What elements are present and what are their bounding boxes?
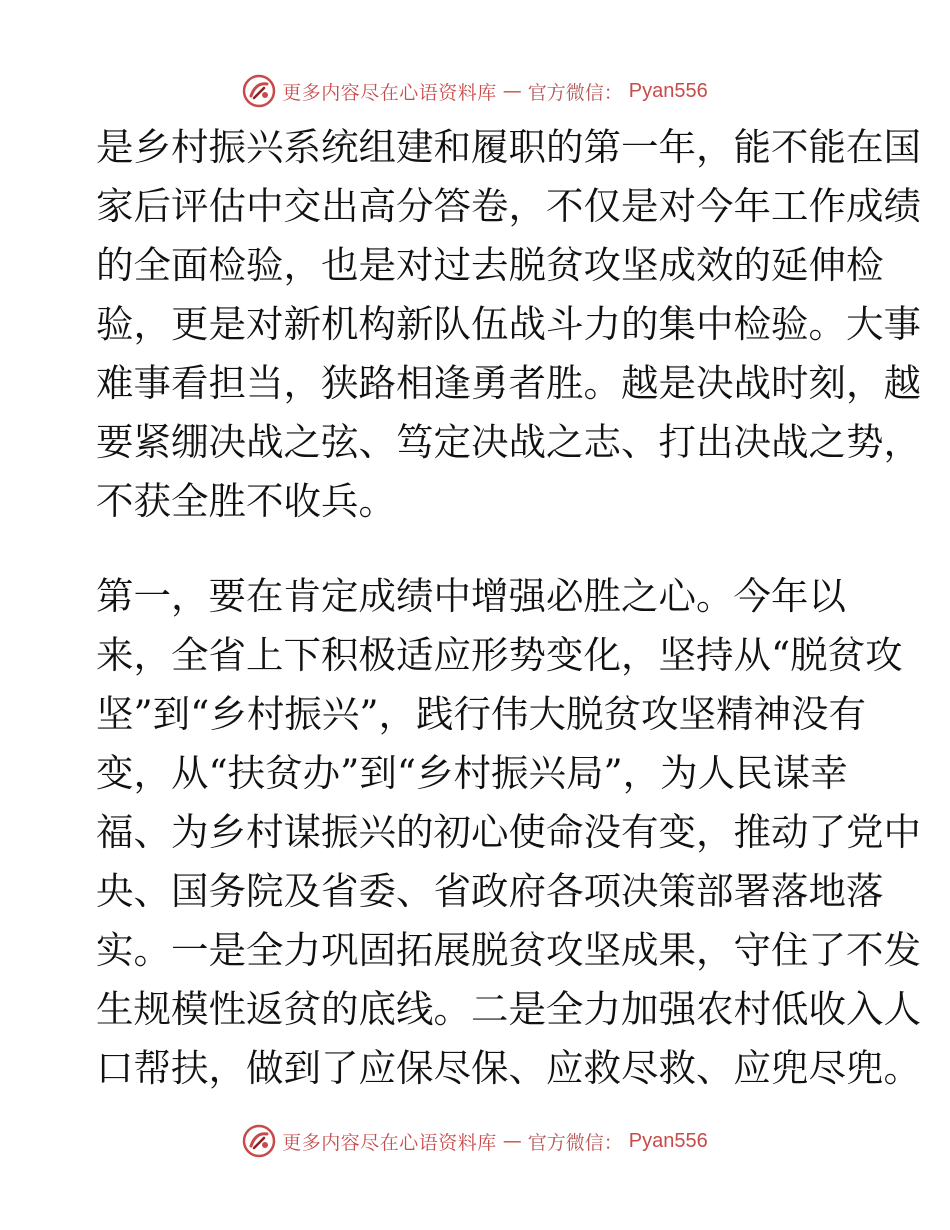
text-line: 验，更是对新机构新队伍战斗力的集中检验。大事 [96,302,921,346]
text-line: 实。一是全力巩固拓展脱贫攻坚成果，守住了不发 [96,928,921,972]
footer-watermark-banner [0,1121,950,1161]
banner-site-text: 更多内容尽在心语资料库 [282,1131,497,1154]
text-line: 是乡村振兴系统组建和履职的第一年，能不能在国 [96,125,921,169]
text-line: 的全面检验，也是对过去脱贫攻坚成效的延伸检 [96,243,884,287]
text-line: 变，从“扶贫办”到“乡村振兴局”，为人民谋幸 [96,751,848,795]
banner-official-label: 官方微信： [527,1131,623,1154]
text-line: 生规模性返贫的底线。二是全力加强农村低收入人 [96,987,921,1031]
brand-logo-icon [242,1124,276,1158]
banner-wechat-handle: Pyan556 [628,1129,708,1152]
document-body [96,118,921,1098]
text-line: 不获全胜不收兵。 [96,479,396,523]
paragraph-gap [96,531,856,567]
banner-official-label: 官方微信： [527,81,623,104]
text-line: 要紧绷决战之弦、笃定决战之志、打出决战之势， [96,420,921,464]
text-line: 第一，要在肯定成绩中增强必胜之心。今年以 [96,574,846,618]
text-line: 福、为乡村谋振兴的初心使命没有变，推动了党中 [96,810,921,854]
banner-wechat-handle: Pyan556 [628,79,708,102]
text-line: 难事看担当，狭路相逢勇者胜。越是决战时刻，越 [96,361,921,405]
brand-logo-icon [242,74,276,108]
text-line: 来，全省上下积极适应形势变化，坚持从“脱贫攻 [96,633,903,677]
paragraph-2 [96,567,921,1098]
text-line: 坚”到“乡村振兴”，践行伟大脱贫攻坚精神没有 [96,692,867,736]
text-line: 口帮扶，做到了应保尽保、应救尽救、应兜尽兜。 [96,1046,921,1090]
banner-dash: — [502,80,522,102]
banner-site-text: 更多内容尽在心语资料库 [282,81,497,104]
banner-dash: — [502,1130,522,1152]
text-line: 家后评估中交出高分答卷，不仅是对今年工作成绩 [96,184,921,228]
paragraph-1 [96,118,921,531]
header-watermark-banner [0,71,950,111]
text-line: 央、国务院及省委、省政府各项决策部署落地落 [96,869,884,913]
